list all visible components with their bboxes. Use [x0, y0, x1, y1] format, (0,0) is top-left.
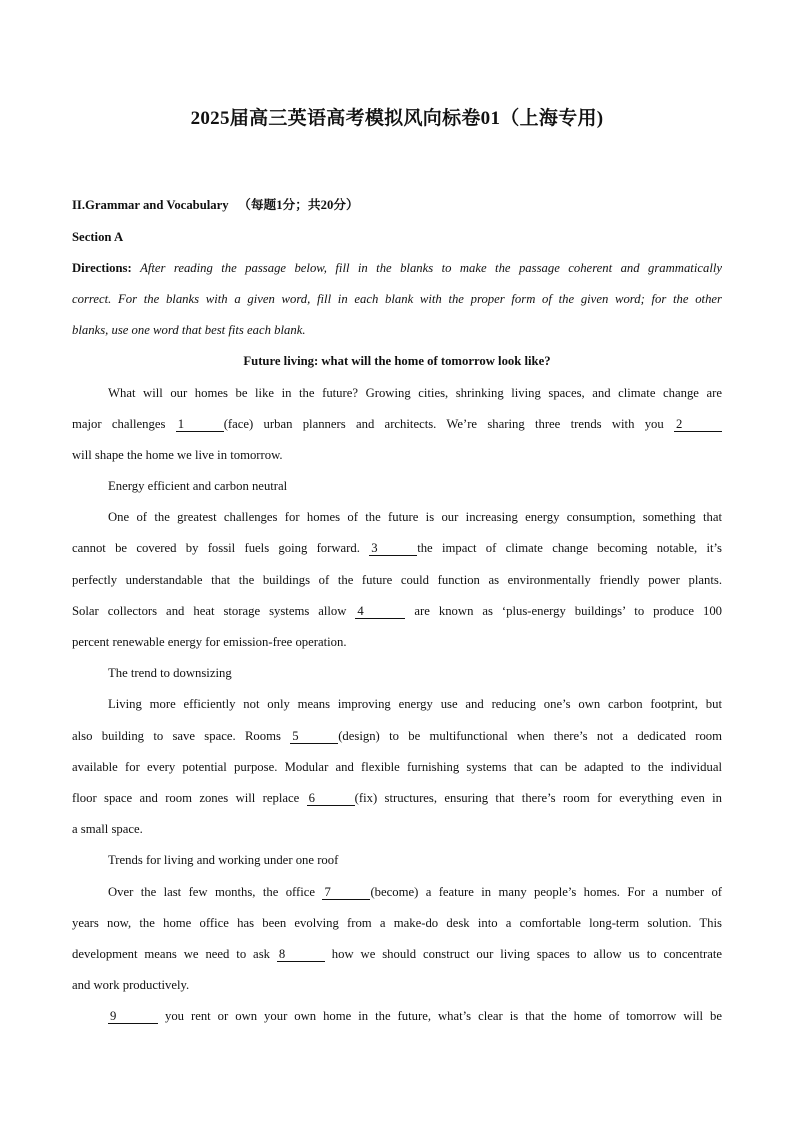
directions-line-2: correct. For the blanks with a given word, fill in each blank with the proper form of the given word; for the other: [72, 292, 722, 306]
passage-title: Future living: what will the home of tomorrow look like?: [243, 354, 551, 368]
section-score: （每题1分；共20分）: [238, 198, 359, 212]
blank-4[interactable]: 4: [355, 605, 405, 619]
paragraph-line: major challenges 1 (face) urban planners and architects. We’re sharing three trends with you 2: [72, 416, 722, 432]
paragraph-line: development means we need to ask 8 how we should construct our living spaces to allow us to concentrate: [72, 947, 722, 961]
subheading-living-working: Trends for living and working under one roof: [108, 853, 339, 867]
section-heading: [72, 197, 722, 213]
directions-label: Directions:: [72, 261, 132, 275]
blank-6[interactable]: 6: [307, 792, 355, 806]
section-part: II.Grammar and Vocabulary: [72, 198, 229, 212]
blank-5[interactable]: 5: [290, 730, 338, 744]
paragraph-line: floor space and room zones will replace 6 (fix) structures, ensuring that there’s room for everything even in: [72, 791, 723, 805]
paragraph-line: will shape the home we live in tomorrow.: [72, 448, 283, 462]
paragraph-line: and work productively.: [72, 978, 190, 992]
blank-8[interactable]: 8: [277, 948, 325, 962]
paragraph-line: percent renewable energy for emission-free operation.: [72, 635, 347, 649]
blank-2[interactable]: 2: [674, 418, 722, 432]
subheading-energy: Energy efficient and carbon neutral: [108, 479, 288, 493]
paragraph-line: One of the greatest challenges for homes of the future is our increasing energy consumption, something that: [108, 510, 722, 524]
blank-3[interactable]: 3: [369, 542, 417, 556]
paragraph-line: What will our homes be like in the future? Growing cities, shrinking living spaces, and climate change are: [108, 386, 722, 400]
blank-7[interactable]: 7: [322, 886, 370, 900]
paragraph-line: also building to save space. Rooms 5 (design) to be multifunctional when there’s not a dedicated room: [72, 729, 722, 743]
paragraph-line: perfectly understandable that the buildings of the future could function as environmentally friendly power plants.: [72, 573, 722, 587]
blank-9[interactable]: 9: [108, 1010, 158, 1024]
subheading-downsizing: The trend to downsizing: [108, 666, 232, 680]
paragraph-line: Over the last few months, the office 7 (become) a feature in many people’s homes. For a number of: [108, 885, 723, 899]
blank-1[interactable]: 1: [176, 418, 224, 432]
directions-text-1: After reading the passage below, fill in the blanks to make the passage coherent and grammatically: [140, 261, 723, 275]
paragraph-line: Living more efficiently not only means improving energy use and reducing one’s own carbon footprint, but: [108, 697, 722, 711]
paragraph-line: Solar collectors and heat storage systems allow 4 are known as ‘plus-energy buildings’ to produce 100: [72, 604, 723, 618]
paragraph-line: a small space.: [72, 822, 143, 836]
page-title: 2025届高三英语高考模拟风向标卷01（上海专用): [190, 108, 604, 129]
paragraph-line: available for every potential purpose. Modular and flexible furnishing systems that can be adapted to the individual: [72, 760, 722, 774]
paragraph-line: cannot be covered by fossil fuels going forward. 3 the impact of climate change becoming notable, it’s: [72, 541, 722, 555]
paragraph-line: 9 you rent or own your own home in the future, what’s clear is that the home of tomorrow will be: [110, 1009, 723, 1023]
paragraph-line: years now, the home office has been evolving from a make-do desk into a comfortable long-term solution. This: [72, 916, 722, 930]
section-label: Section A: [72, 230, 124, 244]
directions-line-3: blanks, use one word that best fits each blank.: [72, 323, 306, 337]
directions-line-1: [72, 260, 722, 276]
